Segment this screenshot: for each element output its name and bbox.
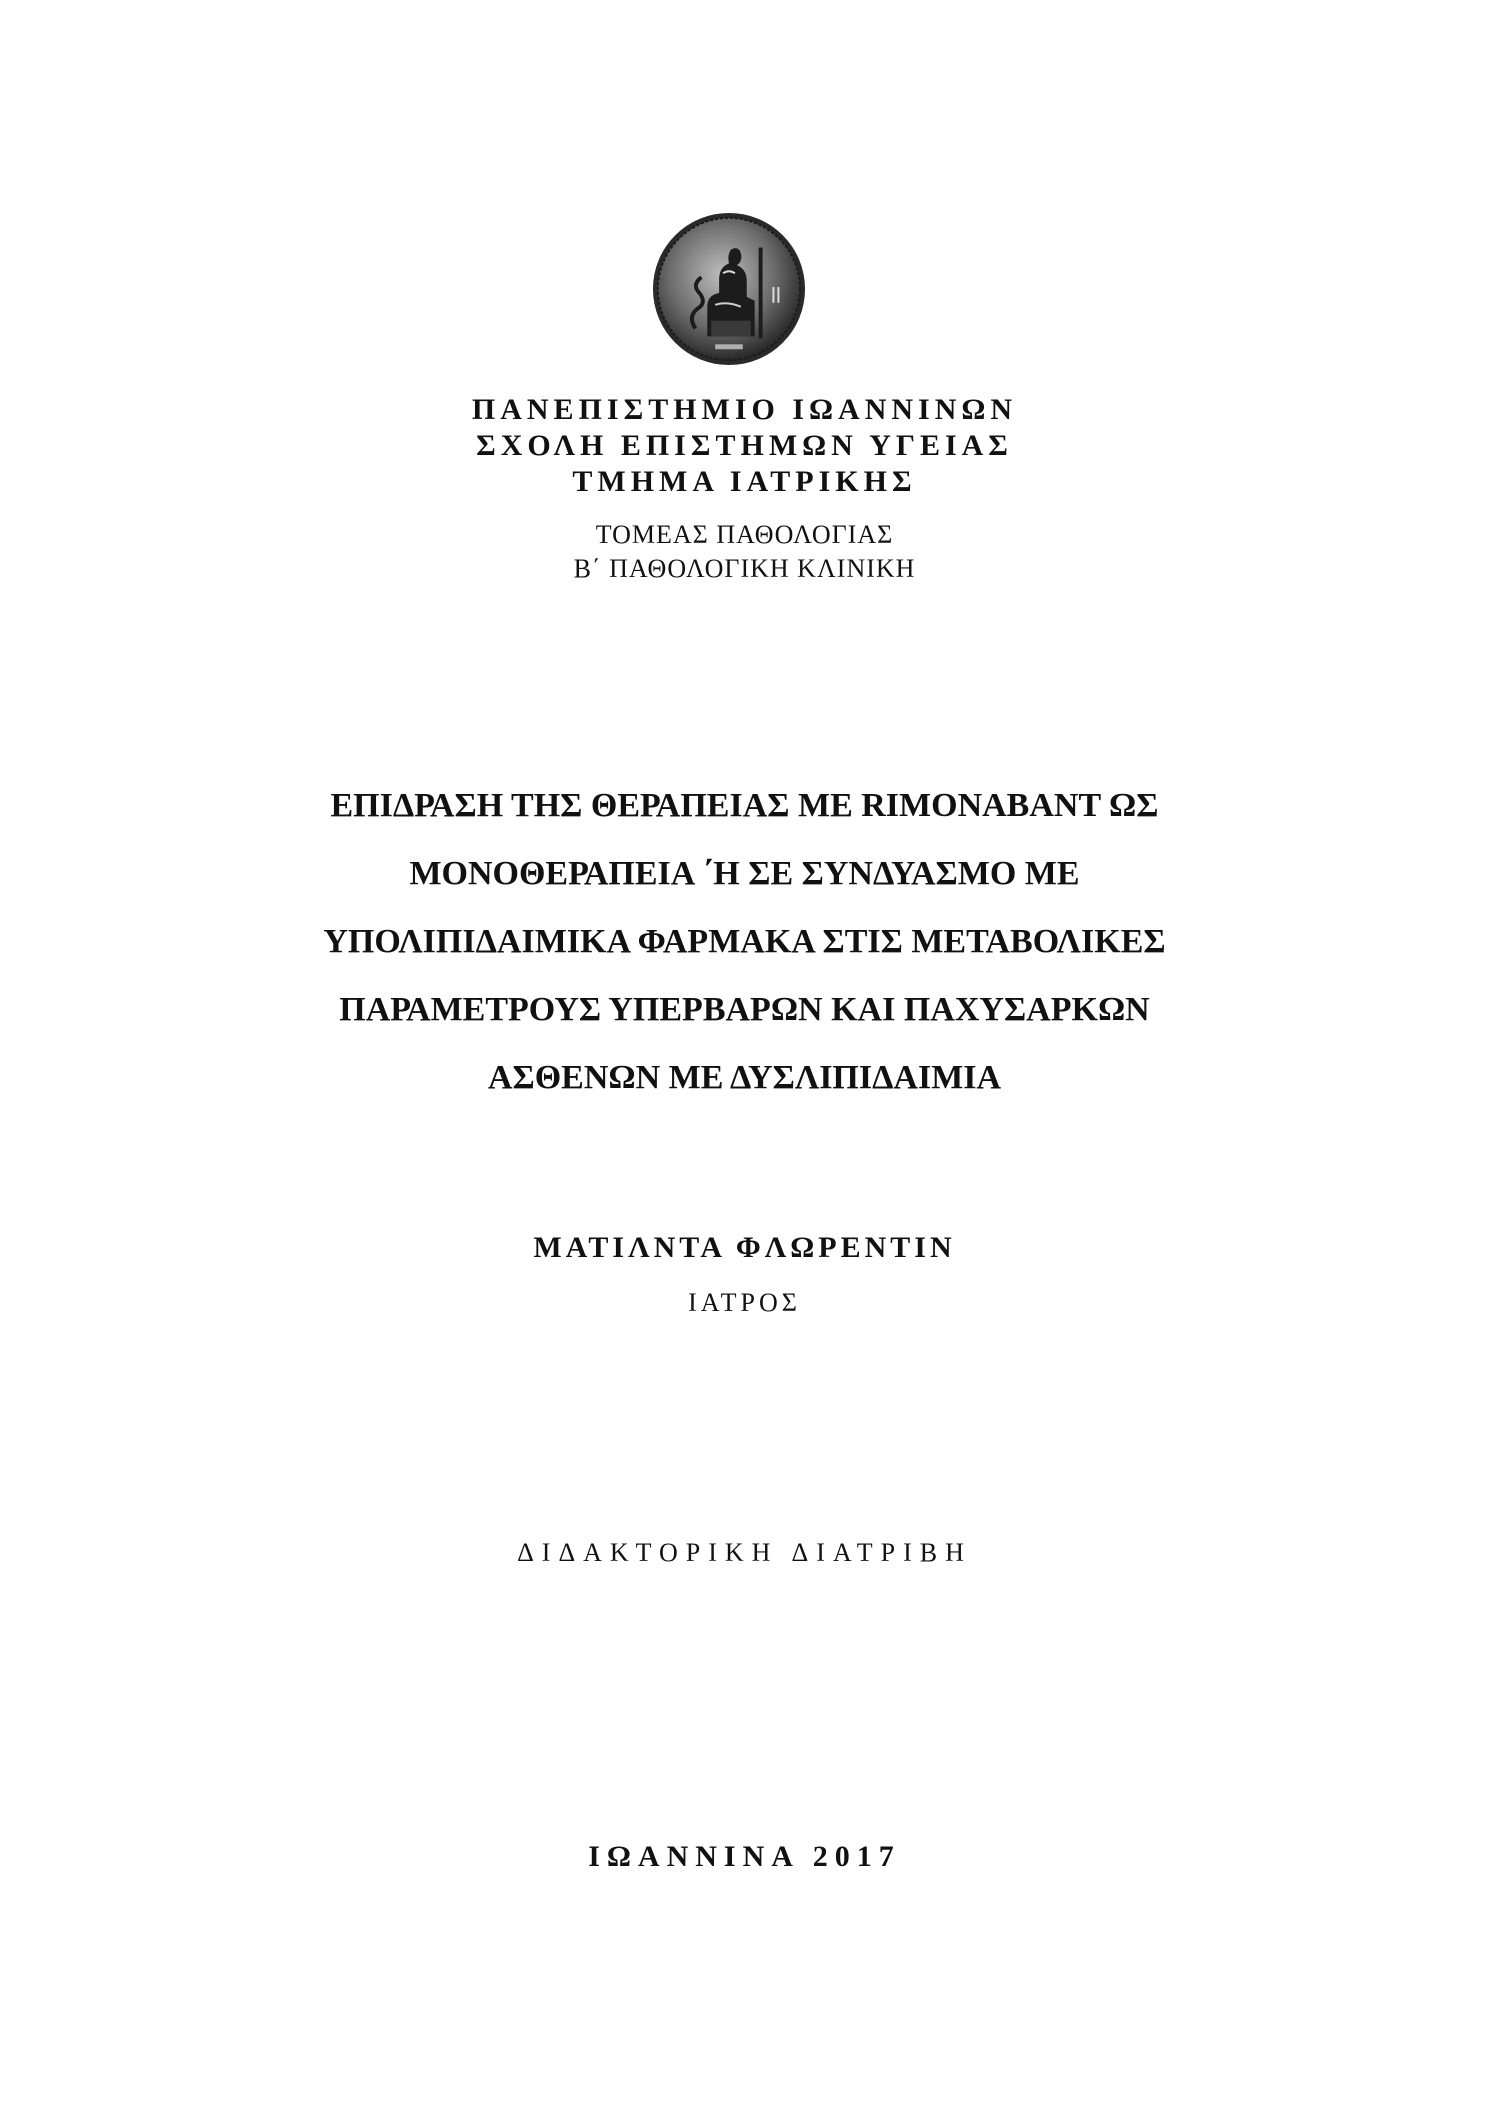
clinic-name: Β΄ ΠΑΘΟΛΟΓΙΚΗ ΚΛΙΝΙΚΗ — [573, 554, 916, 583]
place-year-block — [0, 1840, 1489, 1874]
place-year: ΙΩΑΝΝΙΝΑ 2017 — [588, 1840, 901, 1873]
department-name: ΤΜΗΜΑ ΙΑΤΡΙΚΗΣ — [572, 465, 917, 498]
author-role-block — [0, 1288, 1489, 1318]
university-name: ΠΑΝΕΠΙΣΤΗΜΙΟ ΙΩΑΝΝΙΝΩΝ — [471, 393, 1018, 426]
author-name: ΜΑΤΙΛΝΤΑ ΦΛΩΡΕΝΤΙΝ — [533, 1231, 956, 1264]
sector-name: ΤΟΜΕΑΣ ΠΑΘΟΛΟΓΙΑΣ — [595, 520, 894, 549]
title-line: ΥΠΟΛΙΠΙΔΑΙΜΙΚΑ ΦΑΡΜΑΚΑ ΣΤΙΣ ΜΕΤΑΒΟΛΙΚΕΣ — [323, 923, 1166, 960]
title-line: ΜΟΝΟΘΕΡΑΠΕΙΑ ΄Η ΣΕ ΣΥΝΔΥΑΣΜΟ ΜΕ — [409, 855, 1080, 892]
document-type-block — [0, 1538, 1489, 1568]
sector-header — [0, 518, 1489, 586]
author-block — [0, 1231, 1489, 1265]
school-name: ΣΧΟΛΗ ΕΠΙΣΤΗΜΩΝ ΥΓΕΙΑΣ — [476, 429, 1013, 462]
title-line: ΕΠΙΔΡΑΣΗ ΤΗΣ ΘΕΡΑΠΕΙΑΣ ΜΕ RIMONABANT ΩΣ — [330, 787, 1159, 824]
title-line: ΠΑΡΑΜΕΤΡΟΥΣ ΥΠΕΡΒΑΡΩΝ ΚΑΙ ΠΑΧΥΣΑΡΚΩΝ — [339, 991, 1150, 1028]
thesis-title — [0, 772, 1489, 1112]
title-line: ΑΣΘΕΝΩΝ ΜΕ ΔΥΣΛΙΠΙΔΑΙΜΙΑ — [487, 1059, 1002, 1096]
author-role: ΙΑΤΡΟΣ — [688, 1288, 801, 1317]
document-type: ΔΙΔΑΚΤΟΡΙΚΗ ΔΙΑΤΡΙΒΗ — [517, 1538, 972, 1567]
university-header — [0, 392, 1489, 500]
university-seal-icon — [650, 210, 808, 368]
